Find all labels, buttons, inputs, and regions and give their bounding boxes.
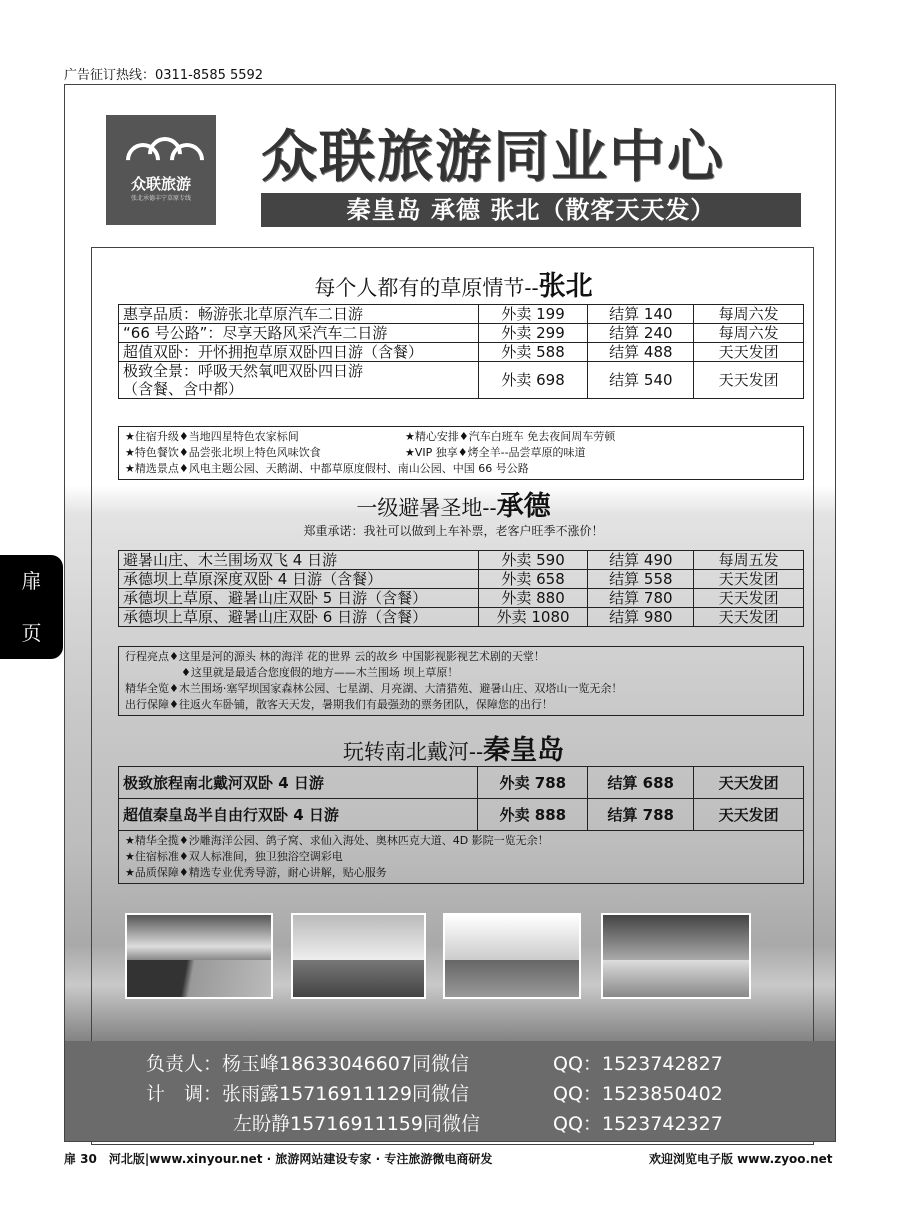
feature-row: 精华全览♦木兰围场·塞罕坝国家森林公园、七星湖、月亮湖、大清猎苑、避暑山庄、双塔山一览无余！ [125,682,623,695]
section-title-highlight: 承德 [496,491,551,522]
footer-right: 欢迎浏览电子版 www.zyoo.net [649,1152,833,1166]
photo-sky [127,915,271,960]
route-name: 极致旅程南北戴河双卧 4 日游 [119,767,478,799]
sell-price: 外卖 658 [478,570,588,589]
sell-price: 外卖 199 [478,305,588,324]
feature-row: ★住宿标准♦双人标准间，独卫独浴空调彩电 [125,850,343,863]
chengde-price-table [118,550,804,627]
schedule: 每周五发 [694,551,804,570]
feature-row: ★品质保障♦精选专业优秀导游，耐心讲解，贴心服务 [125,866,387,879]
feature-row: 出行保障♦往返火车卧铺，散客天天发，暑期我们有最强劲的票务团队，保障您的出行！ [125,698,553,711]
table-row [119,570,804,589]
table-row [119,343,804,362]
sell-price: 外卖 299 [478,324,588,343]
photo-ground [445,960,579,997]
photo-ground [603,960,749,997]
section-title-highlight: 秦皇岛 [483,735,565,766]
table-row [119,305,804,324]
section-title-chengde [92,484,815,523]
contact-manager: 负责人：杨玉峰18633046607同微信 [146,1053,469,1075]
settle-price: 结算 558 [588,570,694,589]
photo-sky [293,915,424,960]
settle-price: 结算 688 [588,767,694,799]
sell-price: 外卖 698 [478,362,588,399]
settle-price: 结算 488 [588,343,694,362]
table-row [119,589,804,608]
section-title-zhangbei [92,264,815,303]
photo-rock-formation [291,913,426,999]
contact-qq: QQ：1523850402 [553,1083,723,1105]
photo-lake-boat [443,913,581,999]
ad-frame [64,84,836,1142]
photo-ground [127,960,271,997]
qinhuangdao-price-table [118,766,804,831]
photo-wind-turbines [601,913,751,999]
qinhuangdao-features [118,830,804,884]
zhangbei-features [118,426,804,480]
subtitle-bar: 秦皇岛 承德 张北（散客天天发） [261,193,801,227]
promise-note: 郑重承诺：我社可以做到上车补票，老客户旺季不涨价！ [303,524,604,538]
contact-bar [65,1041,835,1141]
route-name-line-1: 极致全景：呼吸天然氧吧双卧四日游 [123,362,364,380]
schedule: 每周六发 [694,324,804,343]
schedule: 天天发团 [694,343,804,362]
route-name: 超值双卧：开怀拥抱草原双卧四日游（含餐） [119,343,479,362]
feature-row [125,461,797,477]
section-title-qinhuangdao [92,728,815,767]
route-name: “66 号公路”：尽享天路风采汽车二日游 [119,324,479,343]
contact-qq: QQ：1523742827 [553,1053,723,1075]
settle-price: 结算 540 [588,362,694,399]
table-row [119,767,804,799]
photo-ground [293,960,424,997]
route-name [119,362,479,399]
logo-tagline: 张北承德丰宁草原专线 [130,195,191,202]
table-row [119,551,804,570]
section-title-highlight: 张北 [538,271,593,302]
route-name: 承德坝上草原深度双卧 4 日游（含餐） [119,570,479,589]
feature-row [125,429,797,445]
sell-price: 外卖 1080 [478,608,588,627]
sell-price: 外卖 588 [478,343,588,362]
photo-coastal-road [125,913,273,999]
schedule: 天天发团 [694,799,804,831]
settle-price: 结算 490 [588,551,694,570]
sell-price: 外卖 880 [478,589,588,608]
table-row [119,608,804,627]
route-name: 承德坝上草原、避暑山庄双卧 5 日游（含餐） [119,589,479,608]
settle-price: 结算 980 [588,608,694,627]
settle-price: 结算 140 [588,305,694,324]
contact-planner: 计 调：张雨露15716911129同微信 [146,1083,469,1105]
feature-text: ★精选景点♦风电主题公园、天鹅湖、中都草原度假村、南山公园、中国 66 号公路 [125,462,529,475]
company-logo [106,115,216,225]
tab-char-1: 扉 [21,569,42,593]
photo-sky [603,915,749,960]
route-name: 避暑山庄、木兰围场双飞 4 日游 [119,551,479,570]
chengde-features [118,646,804,716]
photo-sky [445,915,579,960]
feature-text: ★精心安排♦汽车白班车 免去夜间周车劳顿 [405,430,616,443]
table-row [119,362,804,399]
logo-name: 众联旅游 [130,175,191,193]
sell-price: 外卖 590 [478,551,588,570]
sell-price: 外卖 788 [478,767,588,799]
schedule: 天天发团 [694,767,804,799]
section-title-text: 玩转南北戴河-- [342,740,484,764]
feature-text: ★特色餐饮♦品尝张北坝上特色风味饮食 [125,446,321,459]
table-row [119,799,804,831]
route-name: 超值秦皇岛半自由行双卧 4 日游 [119,799,478,831]
schedule: 天天发团 [694,608,804,627]
feature-row: 行程亮点♦这里是河的源头 林的海洋 花的世界 云的故乡 中国影视影视艺术剧的天堂！ [125,650,545,663]
feature-row: ♦这里就是最适合您度假的地方——木兰围场 坝上草原！ [181,666,459,679]
schedule: 天天发团 [694,570,804,589]
contact-planner-2: 左盼静15716911159同微信 [233,1113,480,1135]
settle-price: 结算 788 [588,799,694,831]
zhangbei-price-table [118,304,804,399]
sell-price: 外卖 888 [478,799,588,831]
table-row [119,324,804,343]
section-title-text: 一级避暑圣地-- [356,496,497,520]
route-name: 承德坝上草原、避暑山庄双卧 6 日游（含餐） [119,608,479,627]
schedule: 天天发团 [694,362,804,399]
section-title-text: 每个人都有的草原情节-- [314,276,539,300]
contact-qq: QQ：1523742327 [553,1113,723,1135]
schedule: 每周六发 [694,305,804,324]
settle-price: 结算 240 [588,324,694,343]
settle-price: 结算 780 [588,589,694,608]
footer-left: 扉 30 河北版|www.xinyour.net · 旅游网站建设专家 · 专注旅游微电商研发 [64,1152,493,1166]
feature-row [125,445,797,461]
feature-text: ★住宿升级♦当地四星特色农家标间 [125,430,299,443]
schedule: 天天发团 [694,589,804,608]
brand-title: 众联旅游同业中心 [261,124,725,190]
ad-hotline: 广告征订热线：0311-8585 5592 [64,68,264,83]
feature-row: ★精华全揽♦沙雕海洋公园、鸽子窝、求仙入海处、奥林匹克大道、4D 影院一览无余！ [125,834,549,847]
feature-text: ★VIP 独享♦烤全羊--品尝草原的味道 [405,446,586,459]
route-name: 惠享品质：畅游张北草原汽车二日游 [119,305,479,324]
routes-panel [91,247,814,1145]
route-name-line-2: （含餐、含中都） [123,380,244,398]
tab-char-2: 页 [21,621,42,645]
section-tab [0,555,63,659]
